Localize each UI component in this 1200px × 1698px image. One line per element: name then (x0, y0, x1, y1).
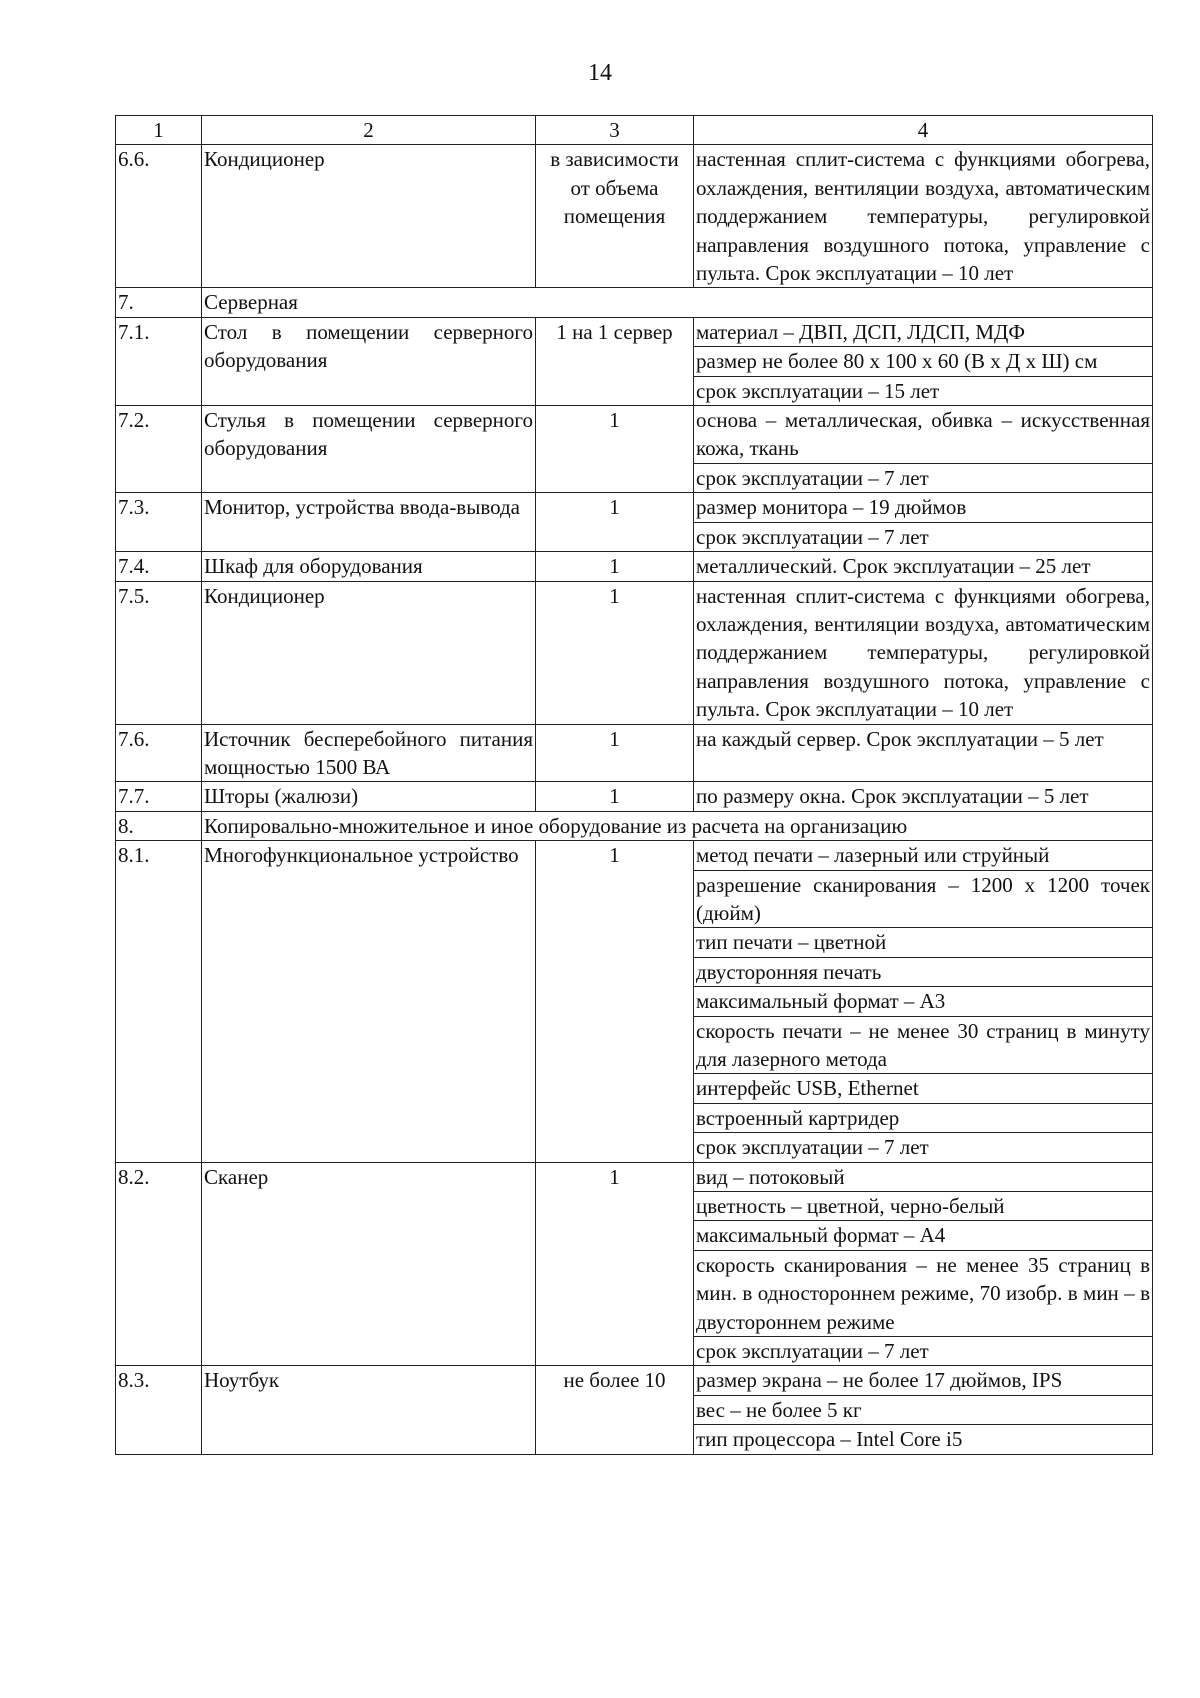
item-specification: настенная сплит-система с функциями обогрева, охлаждения, вентиляции воздуха, автоматическим поддержанием температуры, регулировкой направления воздушного потока, управление с пульта. Срок эксплуатации – 10 лет (694, 145, 1153, 288)
item-name: Сканер (202, 1162, 536, 1366)
item-specification: основа – металлическая, обивка – искусственная кожа, ткань (694, 406, 1153, 464)
item-number: 7.7. (116, 782, 202, 811)
item-specification: металлический. Срок эксплуатации – 25 лет (694, 552, 1153, 581)
item-number: 7.2. (116, 406, 202, 493)
column-header: 2 (202, 116, 536, 145)
item-number: 7.3. (116, 493, 202, 552)
item-specification: цветность – цветной, черно-белый (694, 1192, 1153, 1221)
item-specification: встроенный картридер (694, 1103, 1153, 1132)
item-specification: интерфейс USB, Ethernet (694, 1074, 1153, 1103)
item-specification: метод печати – лазерный или струйный (694, 841, 1153, 870)
item-specification: тип печати – цветной (694, 928, 1153, 957)
item-number: 7.1. (116, 317, 202, 405)
item-quantity: 1 (536, 1162, 694, 1366)
item-quantity: 1 (536, 406, 694, 493)
item-specification: двусторонняя печать (694, 957, 1153, 986)
item-specification: максимальный формат – А4 (694, 1221, 1153, 1250)
table-header-row (116, 116, 1153, 145)
item-quantity: 1 на 1 сервер (536, 317, 694, 405)
item-name: Кондиционер (202, 145, 536, 288)
item-specification: тип процессора – Intel Core i5 (694, 1425, 1153, 1454)
item-number: 6.6. (116, 145, 202, 288)
table-row (116, 1162, 1153, 1191)
item-name: Шторы (жалюзи) (202, 782, 536, 811)
item-name: Монитор, устройства ввода-вывода (202, 493, 536, 552)
item-specification: скорость сканирования – не менее 35 страниц в мин. в одностороннем режиме, 70 изобр. в мин – в двустороннем режиме (694, 1250, 1153, 1336)
table-row (116, 581, 1153, 724)
item-specification: по размеру окна. Срок эксплуатации – 5 лет (694, 782, 1153, 811)
item-specification: размер не более 80 х 100 х 60 (В х Д х Ш) см (694, 347, 1153, 376)
item-specification: размер монитора – 19 дюймов (694, 493, 1153, 522)
item-specification: настенная сплит-система с функциями обогрева, охлаждения, вентиляции воздуха, автоматическим поддержанием температуры, регулировкой направления воздушного потока, управление с пульта. Срок эксплуатации – 10 лет (694, 581, 1153, 724)
item-name: Стулья в помещении серверного оборудования (202, 406, 536, 493)
section-number: 7. (116, 288, 202, 317)
page-number: 14 (588, 60, 612, 86)
item-name: Шкаф для оборудования (202, 552, 536, 581)
column-header: 1 (116, 116, 202, 145)
item-specification: срок эксплуатации – 7 лет (694, 522, 1153, 551)
item-quantity: 1 (536, 552, 694, 581)
item-specification: на каждый сервер. Срок эксплуатации – 5 лет (694, 724, 1153, 782)
item-number: 8.2. (116, 1162, 202, 1366)
section-title: Серверная (202, 288, 1153, 317)
item-number: 8.1. (116, 841, 202, 1162)
table-row (116, 782, 1153, 811)
section-row (116, 811, 1153, 840)
item-quantity: 1 (536, 493, 694, 552)
column-header: 4 (694, 116, 1153, 145)
item-name: Источник бесперебойного питания мощностью 1500 ВА (202, 724, 536, 782)
item-name: Ноутбук (202, 1366, 536, 1454)
table-row (116, 841, 1153, 870)
item-specification: срок эксплуатации – 7 лет (694, 1133, 1153, 1162)
table-row (116, 552, 1153, 581)
item-quantity: 1 (536, 782, 694, 811)
item-specification: размер экрана – не более 17 дюймов, IPS (694, 1366, 1153, 1395)
table-row (116, 724, 1153, 782)
item-quantity: 1 (536, 581, 694, 724)
item-number: 7.5. (116, 581, 202, 724)
item-specification: вес – не более 5 кг (694, 1395, 1153, 1424)
item-number: 8.3. (116, 1366, 202, 1454)
item-quantity: не более 10 (536, 1366, 694, 1454)
item-name: Стол в помещении серверного оборудования (202, 317, 536, 405)
section-row (116, 288, 1153, 317)
item-name: Кондиционер (202, 581, 536, 724)
column-header: 3 (536, 116, 694, 145)
table-row (116, 493, 1153, 522)
table-row (116, 406, 1153, 464)
item-name: Многофункциональное устройство (202, 841, 536, 1162)
table-row (116, 317, 1153, 346)
table-row (116, 145, 1153, 288)
item-specification: срок эксплуатации – 7 лет (694, 1337, 1153, 1366)
item-number: 7.6. (116, 724, 202, 782)
item-quantity: 1 (536, 841, 694, 1162)
item-specification: материал – ДВП, ДСП, ЛДСП, МДФ (694, 317, 1153, 346)
item-quantity: в зависимости от объема помещения (536, 145, 694, 288)
item-specification: скорость печати – не менее 30 страниц в минуту для лазерного метода (694, 1016, 1153, 1074)
table-row (116, 1366, 1153, 1395)
item-specification: срок эксплуатации – 15 лет (694, 376, 1153, 405)
item-specification: вид – потоковый (694, 1162, 1153, 1191)
item-specification: разрешение сканирования – 1200 х 1200 точек (дюйм) (694, 870, 1153, 928)
section-number: 8. (116, 811, 202, 840)
equipment-norms-table (115, 115, 1153, 1455)
item-number: 7.4. (116, 552, 202, 581)
item-specification: срок эксплуатации – 7 лет (694, 463, 1153, 492)
item-specification: максимальный формат – А3 (694, 987, 1153, 1016)
section-title: Копировально-множительное и иное оборудование из расчета на организацию (202, 811, 1153, 840)
item-quantity: 1 (536, 724, 694, 782)
